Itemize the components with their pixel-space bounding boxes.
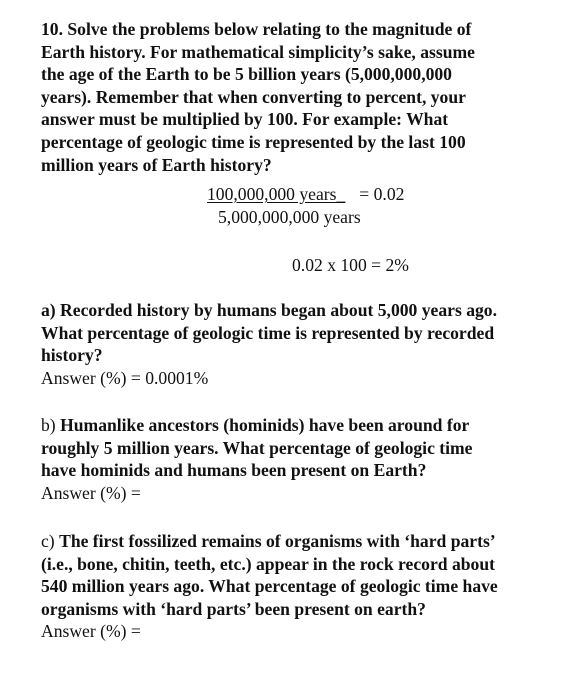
intro-line: years). Remember that when converting to percent, your bbox=[41, 86, 466, 107]
intro-line: Earth history. For mathematical simplicity’s sake, assume bbox=[41, 41, 475, 62]
answer-line: Answer (%) = bbox=[41, 482, 141, 503]
question-prefix: b) bbox=[41, 415, 61, 435]
example-denominator: 5,000,000,000 years bbox=[218, 207, 361, 227]
intro-line: million years of Earth history? bbox=[41, 154, 272, 175]
answer-line: Answer (%) = 0.0001% bbox=[41, 367, 209, 388]
example-result: = 0.02 bbox=[359, 184, 405, 204]
question-line: roughly 5 million years. What percentage of geologic time bbox=[41, 437, 473, 458]
question-line bbox=[41, 414, 561, 437]
question-line: (i.e., bone, chitin, teeth, etc.) appear in the rock record about bbox=[41, 553, 495, 574]
question-line: a) Recorded history by humans began about 5,000 years ago. bbox=[41, 300, 497, 320]
intro-line: answer must be multiplied by 100. For example: What bbox=[41, 109, 449, 130]
problem-intro bbox=[41, 18, 561, 176]
answer-line: Answer (%) = bbox=[41, 621, 141, 642]
example-fraction-numerator-row bbox=[207, 184, 404, 205]
question-line: history? bbox=[41, 345, 103, 366]
question-prefix: c) bbox=[41, 531, 60, 551]
question-line: What percentage of geologic time is represented by recorded bbox=[41, 322, 495, 343]
intro-line: the age of the Earth to be 5 billion years (5,000,000,000 bbox=[41, 64, 452, 85]
question-line: have hominids and humans been present on Earth? bbox=[41, 460, 427, 481]
example-calculation: 0.02 x 100 = 2% bbox=[292, 255, 409, 275]
question-line: organisms with ‘hard parts’ been present on earth? bbox=[41, 598, 426, 619]
question-text: Humanlike ancestors (hominids) have been around for bbox=[60, 415, 470, 435]
intro-line: 10. Solve the problems below relating to the magnitude of bbox=[41, 19, 472, 39]
question-a bbox=[41, 299, 561, 389]
question-line bbox=[41, 530, 561, 553]
question-c bbox=[41, 530, 561, 643]
question-line: 540 million years ago. What percentage of geologic time have bbox=[41, 576, 498, 597]
question-b bbox=[41, 414, 561, 504]
intro-line: percentage of geologic time is represented by the last 100 bbox=[41, 131, 466, 152]
question-text: The first fossilized remains of organisms with ‘hard parts’ bbox=[59, 531, 496, 551]
example-numerator: 100,000,000 years_ bbox=[207, 184, 346, 204]
